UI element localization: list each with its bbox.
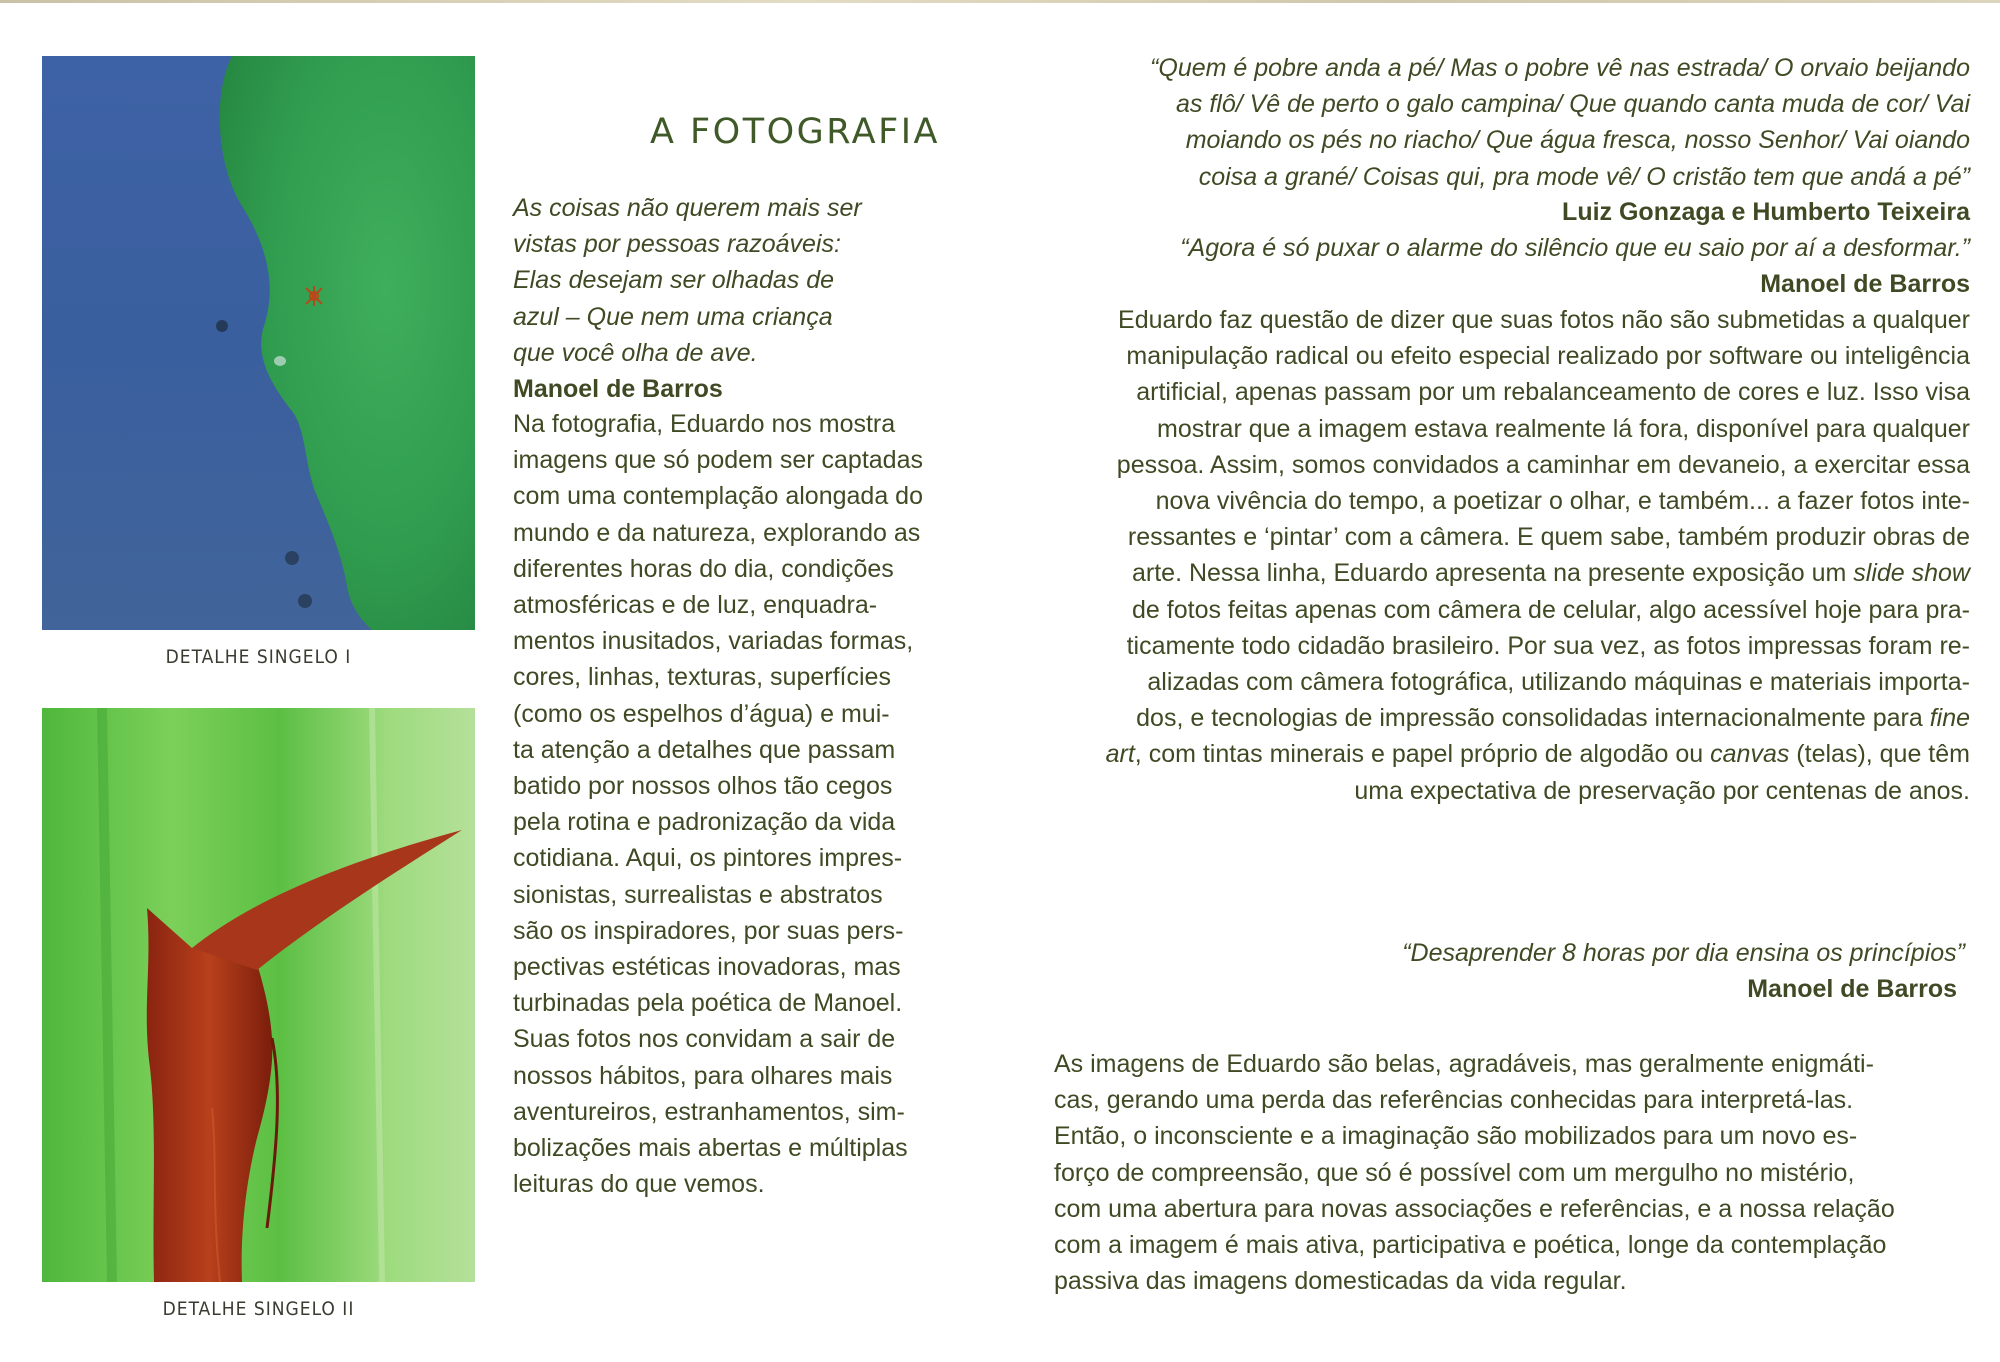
body-line: bolizações mais abertas e múltiplas bbox=[513, 1134, 908, 1163]
body-line: uma expectativa de preservação por centenas de anos. bbox=[1354, 776, 1970, 805]
right-body-text bbox=[1060, 302, 1970, 809]
quote-line: moiando os pés no riacho/ Que água fresca, nosso Senhor/ Vai oiando bbox=[1185, 126, 1970, 155]
body-line: turbinadas pela poética de Manoel. bbox=[513, 989, 903, 1018]
body-line: artificial, apenas passam por um rebalanceamento de cores e luz. Isso visa bbox=[1136, 378, 1970, 407]
body-line: (como os espelhos d’água) e mui- bbox=[513, 699, 890, 728]
body-line: ressantes e ‘pintar’ com a câmera. E quem sabe, também produzir obras de bbox=[1127, 523, 1970, 552]
body-line: Eduardo faz questão de dizer que suas fotos não são submetidas a qualquer bbox=[1118, 306, 1970, 334]
poem-line: Elas desejam ser olhadas de bbox=[513, 266, 835, 295]
body-line: pectivas estéticas inovadoras, mas bbox=[513, 953, 901, 982]
body-line: diferentes horas do dia, condições bbox=[513, 554, 894, 583]
body-line: nova vivência do tempo, a poetizar o olhar, e também... a fazer fotos inte- bbox=[1155, 487, 1970, 516]
body-line: alizadas com câmera fotográfica, utilizando máquinas e materiais importa- bbox=[1147, 668, 1970, 697]
body-line: Então, o inconsciente e a imaginação são mobilizados para um novo es- bbox=[1054, 1122, 1858, 1151]
body-line: sionistas, surrealistas e abstratos bbox=[513, 880, 883, 909]
body-line: pela rotina e padronização da vida bbox=[513, 808, 896, 837]
body-line: arte. Nessa linha, Eduardo apresenta na presente exposição um slide show bbox=[1131, 559, 1970, 588]
body-line: As imagens de Eduardo são belas, agradáveis, mas geralmente enigmáti- bbox=[1054, 1050, 1874, 1078]
body-line: forço de compreensão, que só é possível com um mergulho no mistério, bbox=[1054, 1158, 1855, 1187]
quote-gonzaga-author: Luiz Gonzaga e Humberto Teixeira bbox=[1562, 198, 1970, 226]
body-line: mentos inusitados, variadas formas, bbox=[513, 627, 914, 656]
quote-line: “Quem é pobre anda a pé/ Mas o pobre vê nas estrada/ O orvaio beijando bbox=[1150, 54, 1970, 82]
quote-barros-desformar: “Agora é só puxar o alarme do silêncio que eu saio por aí a desformar.” bbox=[1180, 234, 1970, 262]
poem-line: vistas por pessoas razoáveis: bbox=[513, 230, 841, 259]
body-line: dos, e tecnologias de impressão consolidadas internacionalmente para fine bbox=[1136, 704, 1970, 733]
body-line: cas, gerando uma perda das referências conhecidas para interpretá-las. bbox=[1054, 1086, 1854, 1115]
quote-barros-desaprender-author: Manoel de Barros bbox=[1747, 975, 1957, 1003]
quote-barros-author: Manoel de Barros bbox=[1760, 270, 1970, 298]
body-line: passiva das imagens domesticadas da vida regular. bbox=[1054, 1267, 1627, 1296]
photo-detalhe-singelo-2 bbox=[42, 708, 475, 1282]
poem-line: As coisas não querem mais ser bbox=[513, 194, 862, 222]
poem-line: azul – Que nem uma criança bbox=[513, 302, 833, 331]
body-line: atmosféricas e de luz, enquadra- bbox=[513, 591, 878, 620]
body-line: nossos hábitos, para olhares mais bbox=[513, 1061, 893, 1090]
body-line: com uma abertura para novas associações e referências, e a nossa relação bbox=[1054, 1194, 1895, 1223]
body-line: manipulação radical ou efeito especial realizado por software ou inteligência bbox=[1126, 342, 1970, 371]
body-line: com uma contemplação alongada do bbox=[513, 482, 923, 511]
body-line: com a imagem é mais ativa, participativa e poética, longe da contemplação bbox=[1054, 1231, 1887, 1260]
quote-line: as flô/ Vê de perto o galo campina/ Que quando canta muda de cor/ Vai bbox=[1175, 90, 1970, 119]
body-line: Na fotografia, Eduardo nos mostra bbox=[513, 410, 896, 438]
body-line: ticamente todo cidadão brasileiro. Por sua vez, as fotos impressas foram re- bbox=[1126, 631, 1970, 660]
middle-body-text bbox=[513, 406, 953, 1202]
poem-block bbox=[513, 190, 963, 407]
body-line: imagens que só podem ser captadas bbox=[513, 446, 923, 475]
quote-line: coisa a grané/ Coisas qui, pra mode vê/ O cristão tem que andá a pé” bbox=[1198, 162, 1970, 191]
body-line: de fotos feitas apenas com câmera de celular, algo acessível hoje para pra- bbox=[1132, 595, 1970, 624]
body-line: são os inspiradores, por suas pers- bbox=[513, 916, 904, 945]
quote-gonzaga bbox=[1060, 50, 1970, 195]
body-line: leituras do que vemos. bbox=[513, 1170, 765, 1199]
body-line: mundo e da natureza, explorando as bbox=[513, 518, 921, 547]
poem-line: que você olha de ave. bbox=[513, 338, 758, 367]
photo-detalhe-singelo-1 bbox=[42, 56, 475, 630]
lower-body-text bbox=[1054, 1046, 1974, 1299]
body-line: cotidiana. Aqui, os pintores impres- bbox=[513, 844, 903, 873]
photo-caption-1: DETALHE SINGELO I bbox=[165, 646, 352, 668]
quote-barros-desaprender: “Desaprender 8 horas por dia ensina os princípios” bbox=[1402, 939, 1965, 967]
poem-author: Manoel de Barros bbox=[513, 375, 723, 404]
leaf-on-water-image bbox=[42, 56, 475, 630]
section-title: A FOTOGRAFIA bbox=[649, 112, 940, 152]
body-line: aventureiros, estranhamentos, sim- bbox=[513, 1097, 905, 1126]
body-line: ta atenção a detalhes que passam bbox=[513, 735, 896, 764]
body-line: pessoa. Assim, somos convidados a caminhar em devaneio, a exercitar essa bbox=[1116, 450, 1970, 479]
body-line: mostrar que a imagem estava realmente lá fora, disponível para qualquer bbox=[1157, 414, 1970, 443]
body-line: cores, linhas, texturas, superfícies bbox=[513, 663, 891, 692]
red-leaf-on-green-image bbox=[42, 708, 475, 1282]
body-line: batido por nossos olhos tão cegos bbox=[513, 772, 893, 801]
body-line: art, com tintas minerais e papel próprio de algodão ou canvas (telas), que têm bbox=[1105, 740, 1970, 769]
body-line: Suas fotos nos convidam a sair de bbox=[513, 1025, 896, 1054]
photo-caption-2: DETALHE SINGELO II bbox=[162, 1298, 355, 1320]
top-border bbox=[0, 0, 2000, 3]
